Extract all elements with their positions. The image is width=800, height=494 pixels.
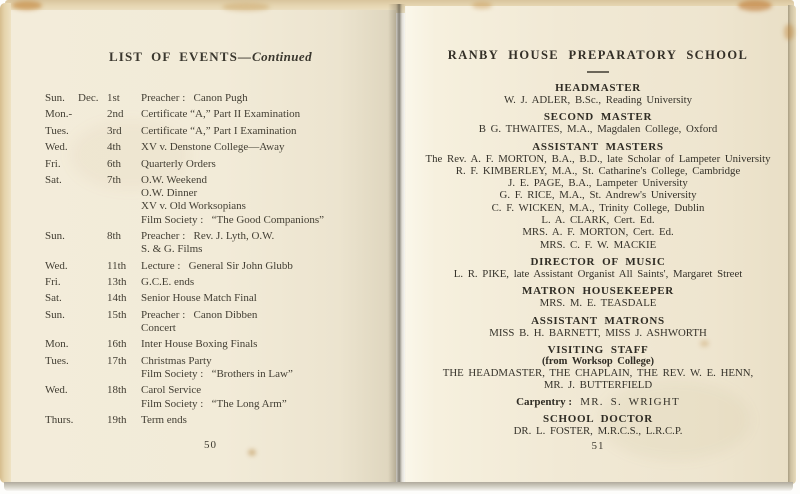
book-gutter xyxy=(388,4,406,484)
event-description xyxy=(141,276,375,289)
staff-section-matron-housekeeper xyxy=(406,285,790,309)
event-day: Sat. xyxy=(45,292,62,305)
staff-line: R. F. KIMBERLEY, M.A., St. Catharine's College, Cambridge xyxy=(455,164,741,177)
event-day: Mon.- xyxy=(45,108,73,121)
staff-section-director-of-music xyxy=(406,256,790,280)
event-day: Thurs. xyxy=(45,413,74,426)
event-row xyxy=(45,92,375,105)
event-row xyxy=(45,355,375,381)
event-date: 16th xyxy=(107,338,127,351)
event-description xyxy=(141,141,375,154)
carpentry-line xyxy=(406,396,790,408)
staff-line: THE HEADMASTER, THE CHAPLAIN, THE REV. W. E. HENN, xyxy=(442,366,754,379)
right-page-content xyxy=(406,48,790,443)
event-line: Film Society : “The Good Companions” xyxy=(141,213,325,226)
staff-line: MRS. C. F. W. MACKIE xyxy=(539,238,657,251)
event-day: Sun. xyxy=(45,92,65,104)
event-line: Film Society : “Brothers in Law” xyxy=(141,367,293,380)
section-heading: DIRECTOR OF MUSIC xyxy=(530,255,666,268)
staff-line: MRS. A. F. MORTON, Cert. Ed. xyxy=(522,226,674,239)
event-description xyxy=(141,260,375,273)
left-page-title-continued: Continued xyxy=(252,49,312,64)
event-line: Concert xyxy=(141,321,176,334)
staff-line: DR. L. FOSTER, M.R.C.S., L.R.C.P. xyxy=(513,425,683,438)
event-description xyxy=(141,174,375,227)
title-divider-rule xyxy=(587,71,609,73)
event-line: Certificate “A,” Part I Examination xyxy=(141,124,297,137)
event-description xyxy=(141,92,375,105)
event-date: 11th xyxy=(107,259,127,272)
event-row xyxy=(45,338,375,351)
event-line: Quarterly Orders xyxy=(141,157,216,170)
staff-line: L. A. CLARK, Cert. Ed. xyxy=(541,214,655,227)
event-line: Preacher : Canon Pugh xyxy=(141,92,248,104)
event-date: 2nd xyxy=(107,108,124,121)
event-description xyxy=(141,125,375,138)
event-date: 1st xyxy=(107,92,120,104)
event-date: 3rd xyxy=(107,124,122,137)
event-date: 7th xyxy=(107,173,122,186)
staff-line: L. R. PIKE, late Assistant Organist All Saints', Margaret Street xyxy=(453,267,743,280)
section-heading: VISITING STAFF xyxy=(547,343,649,356)
event-row xyxy=(45,108,375,121)
event-description xyxy=(141,355,375,381)
staff-section-second-master xyxy=(406,111,790,135)
event-row xyxy=(45,260,375,273)
staff-line: B G. THWAITES, M.A., Magdalen College, Oxford xyxy=(478,123,718,136)
event-day: Wed. xyxy=(45,384,68,397)
event-line: Preacher : Rev. J. Lyth, O.W. xyxy=(141,229,275,242)
event-description xyxy=(141,292,375,305)
staff-line: W. J. ADLER, B.Sc., Reading University xyxy=(503,94,693,106)
spacer xyxy=(572,396,580,408)
foxing-spot xyxy=(222,3,270,11)
staff-line: MRS. M. E. TEASDALE xyxy=(539,297,657,310)
event-date: 17th xyxy=(107,354,127,367)
section-heading: HEADMASTER xyxy=(555,82,641,94)
staff-line: G. F. RICE, M.A., St. Andrew's University xyxy=(499,189,697,202)
staff-section-assistant-matrons xyxy=(406,315,790,339)
event-line: Senior House Match Final xyxy=(141,292,257,305)
event-row xyxy=(45,141,375,154)
event-day: Wed. xyxy=(45,259,68,272)
event-row xyxy=(45,309,375,335)
event-row xyxy=(45,125,375,138)
event-day: Fri. xyxy=(45,157,61,170)
event-description xyxy=(141,384,375,410)
events-list xyxy=(45,92,375,430)
event-day: Sat. xyxy=(45,173,62,186)
foxing-spot xyxy=(12,1,42,10)
event-description xyxy=(141,158,375,171)
event-day: Fri. xyxy=(45,275,61,288)
staff-line: J. E. PAGE, B.A., Lampeter University xyxy=(508,177,688,190)
book-left-page-edges xyxy=(0,3,11,483)
right-page-title: RANBY HOUSE PREPARATORY SCHOOL xyxy=(447,48,749,62)
staff-line: MISS B. H. BARNETT, MISS J. ASHWORTH xyxy=(489,326,707,339)
section-heading: ASSISTANT MATRONS xyxy=(531,314,665,327)
event-row xyxy=(45,384,375,410)
event-row xyxy=(45,292,375,305)
event-line: Preacher : Canon Dibben xyxy=(141,308,258,321)
event-line: Term ends xyxy=(141,413,187,426)
staff-line: MR. J. BUTTERFIELD xyxy=(543,379,653,392)
carpentry-label: Carpentry : xyxy=(516,396,572,409)
staff-line: The Rev. A. F. MORTON, B.A., B.D., late Scholar of Lampeter University xyxy=(425,152,771,165)
event-description xyxy=(141,414,375,427)
carpentry-value: MR. S. WRIGHT xyxy=(580,396,680,409)
event-day: Sun. xyxy=(45,229,65,242)
event-row xyxy=(45,174,375,227)
event-date: 13th xyxy=(107,275,127,288)
event-day: Wed. xyxy=(45,141,68,154)
left-page-title-main: LIST OF EVENTS— xyxy=(109,49,253,64)
event-row xyxy=(45,276,375,289)
staff-section-assistant-masters xyxy=(406,141,790,251)
event-line: Lecture : General Sir John Glubb xyxy=(141,259,293,272)
staff-line: C. F. WICKEN, M.A., Trinity College, Dublin xyxy=(491,201,705,214)
section-heading: ASSISTANT MASTERS xyxy=(532,140,664,153)
foxing-spot xyxy=(738,0,772,11)
staff-section-school-doctor xyxy=(406,413,790,437)
event-date: 15th xyxy=(107,308,127,321)
section-heading: MATRON HOUSEKEEPER xyxy=(522,285,674,298)
event-row xyxy=(45,158,375,171)
event-day: Tues. xyxy=(45,354,69,367)
event-day: Sun. xyxy=(45,308,65,321)
foxing-spot xyxy=(472,2,492,9)
event-description xyxy=(141,309,375,335)
event-line: Inter House Boxing Finals xyxy=(141,338,258,351)
section-heading: SCHOOL DOCTOR xyxy=(543,413,653,426)
book-bottom-shadow xyxy=(4,482,793,491)
event-line: Film Society : “The Long Arm” xyxy=(141,397,287,410)
event-date: 19th xyxy=(107,413,127,426)
event-line: S. & G. Films xyxy=(141,243,203,256)
event-date: 8th xyxy=(107,229,122,242)
event-date: 4th xyxy=(107,141,122,154)
event-day: Tues. xyxy=(45,124,69,137)
right-page-number: 51 xyxy=(591,440,605,452)
staff-section-headmaster xyxy=(406,82,790,106)
foxing-spot xyxy=(784,24,794,40)
event-line: XV v. Old Worksopians xyxy=(141,200,246,213)
event-day: Mon. xyxy=(45,338,69,351)
event-line: O.W. Dinner xyxy=(141,187,198,200)
section-heading: SECOND MASTER xyxy=(543,111,653,124)
event-line: Christmas Party xyxy=(141,354,212,367)
event-line: Certificate “A,” Part II Examination xyxy=(141,108,301,121)
event-date: 14th xyxy=(107,292,127,305)
event-date: 18th xyxy=(107,384,127,397)
section-subheading: (from Worksop College) xyxy=(541,355,655,367)
event-row xyxy=(45,230,375,256)
event-description xyxy=(141,338,375,351)
left-page-title xyxy=(58,49,363,65)
staff-section-visiting-staff xyxy=(406,344,790,392)
event-description xyxy=(141,230,375,256)
event-line: O.W. Weekend xyxy=(141,173,208,186)
event-row xyxy=(45,414,375,427)
event-month: Dec. xyxy=(78,92,99,104)
left-page-number: 50 xyxy=(204,439,217,451)
event-date: 6th xyxy=(107,157,122,170)
event-line: XV v. Denstone College—Away xyxy=(141,141,285,154)
event-line: G.C.E. ends xyxy=(141,275,195,288)
event-description xyxy=(141,108,375,121)
event-line: Carol Service xyxy=(141,384,202,397)
